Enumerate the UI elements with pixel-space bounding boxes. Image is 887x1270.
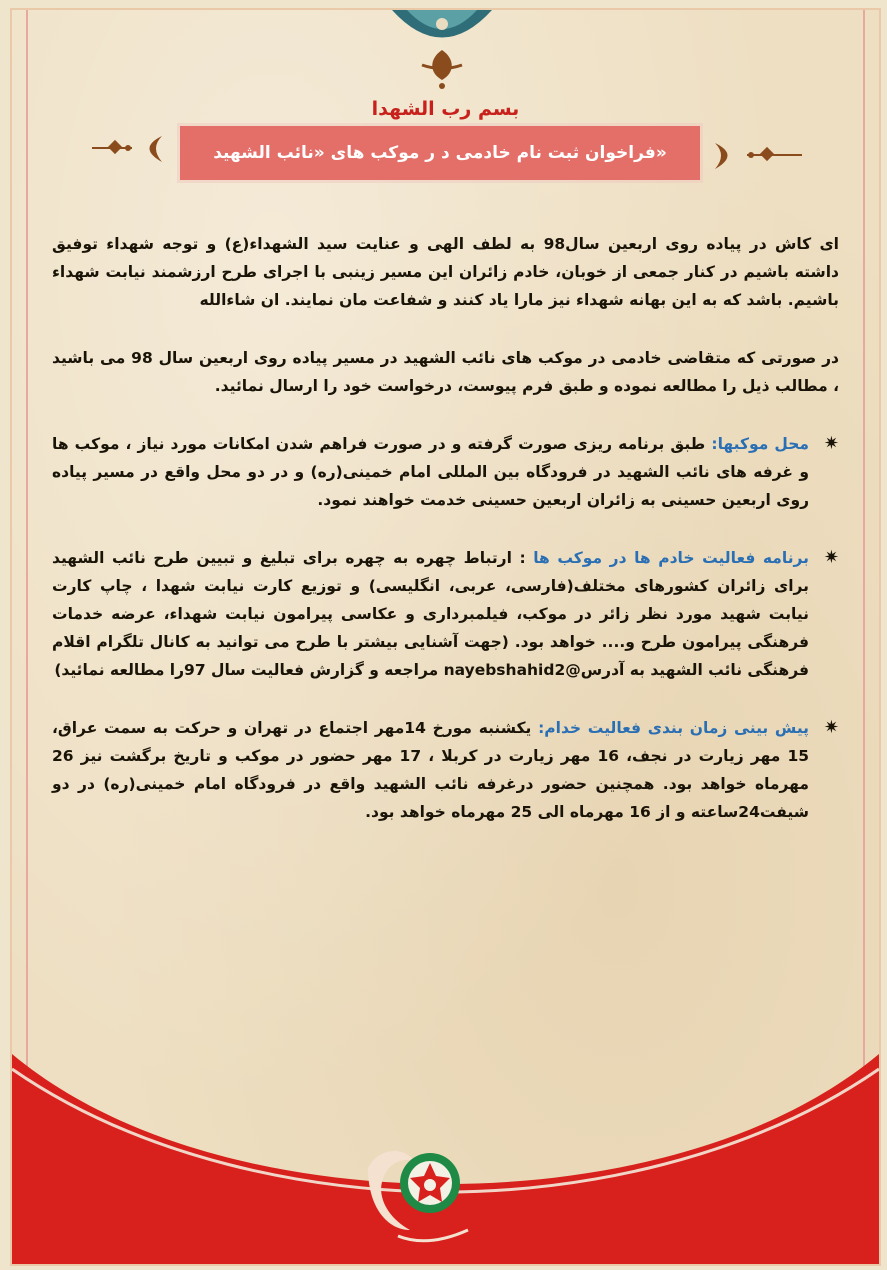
title-banner: فراخوان ثبت نام خادمی د ر موکب های «نائب الشهید» <box>180 126 700 180</box>
bullet-item <box>52 430 839 514</box>
star-bullet-icon: ✷ <box>823 547 839 568</box>
star-bullet-icon: ✷ <box>823 433 839 454</box>
bullet-text: یکشنبه مورخ 14مهر اجتماع در تهران و حرکت به سمت عراق، 15 مهر زیارت در نجف، 16 مهر زیارت در کربلا ، 17 مهر حضور در موکب و تاریخ برگشت نیز 26 مهرماه خواهد بود. همچنین حضور درغرفه نائب الشهید واقع در فرودگاه امام خمینی(ره) در دو شیفت24ساعته و از 16 مهرماه الی 25 مهرماه خواهد بود. <box>52 719 810 821</box>
poster-page <box>10 8 881 1266</box>
right-crescent-ornament-icon <box>707 135 802 175</box>
left-crescent-ornament-icon <box>92 128 172 168</box>
star-bullet-icon: ✷ <box>823 717 839 738</box>
announcement-body <box>52 230 839 856</box>
bismillah-heading: بسم رب الشهدا <box>371 98 520 120</box>
bullet-heading: برنامه فعالیت خادم ها در موکب ها <box>533 549 809 567</box>
bullet-heading: محل موکبها: <box>711 435 810 453</box>
bullet-item <box>52 544 839 684</box>
intro-paragraph: ای کاش در پیاده روی اربعین سال98 به لطف الهی و عنایت سید الشهداء(ع) و توجه شهداء توفیق داشته باشیم در کنار جمعی از خوبان، خادم زائران این مسیر زینبی با اجرای طرح ارزشمند نیابت شهداء باشیم. باشد که به این بهانه شهداء نیز مارا یاد کنند و شفاعت مان نمایند. ان شاءالله <box>52 235 839 309</box>
bullet-heading: پیش بینی زمان بندی فعالیت خدام: <box>538 719 809 737</box>
top-ornament-icon <box>382 10 502 90</box>
nayeb-shahid-logo-icon <box>358 1138 478 1258</box>
eligibility-paragraph: در صورتی که متقاضی خادمی در موکب های نائب الشهید در مسیر پیاده روی اربعین سال 98 می باشید ، مطالب ذیل را مطالعه نموده و طبق فرم پیوست، درخواست خود را ارسال نمائید. <box>52 349 840 395</box>
bullet-item <box>52 714 839 826</box>
bullet-text: : ارتباط چهره به چهره برای تبلیغ و تبیین طرح نائب الشهید برای زائران کشورهای مختلف(فارسی، عربی، انگلیسی) و توزیع کارت نیابت شهدا ، چاپ کارت نیابت شهید مورد نظر زائر در موکب، فیلمبرداری و عکاسی پیرامون نیابت شهداء، عرضه خدمات فرهنگی پیرامون طرح و.... خواهد بود. (جهت آشنایی بیشتر با طرح می توانید به کانال تلگرام اقلام فرهنگی نائب الشهید به آدرس@nayebshahid2 مراجعه و گزارش فعالیت سال 97را مطالعه نمائید) <box>52 549 809 679</box>
bullet-text: طبق برنامه ریزی صورت گرفته و در صورت فراهم شدن امکانات مورد نیاز ، موکب ها و غرفه های نائب الشهید در فرودگاه بین المللی امام خمینی(ره) و در دو محل واقع در مسیر پیاده روی اربعین حسینی به زائران اربعین حسینی خدمت خواهند نمود. <box>52 435 809 509</box>
